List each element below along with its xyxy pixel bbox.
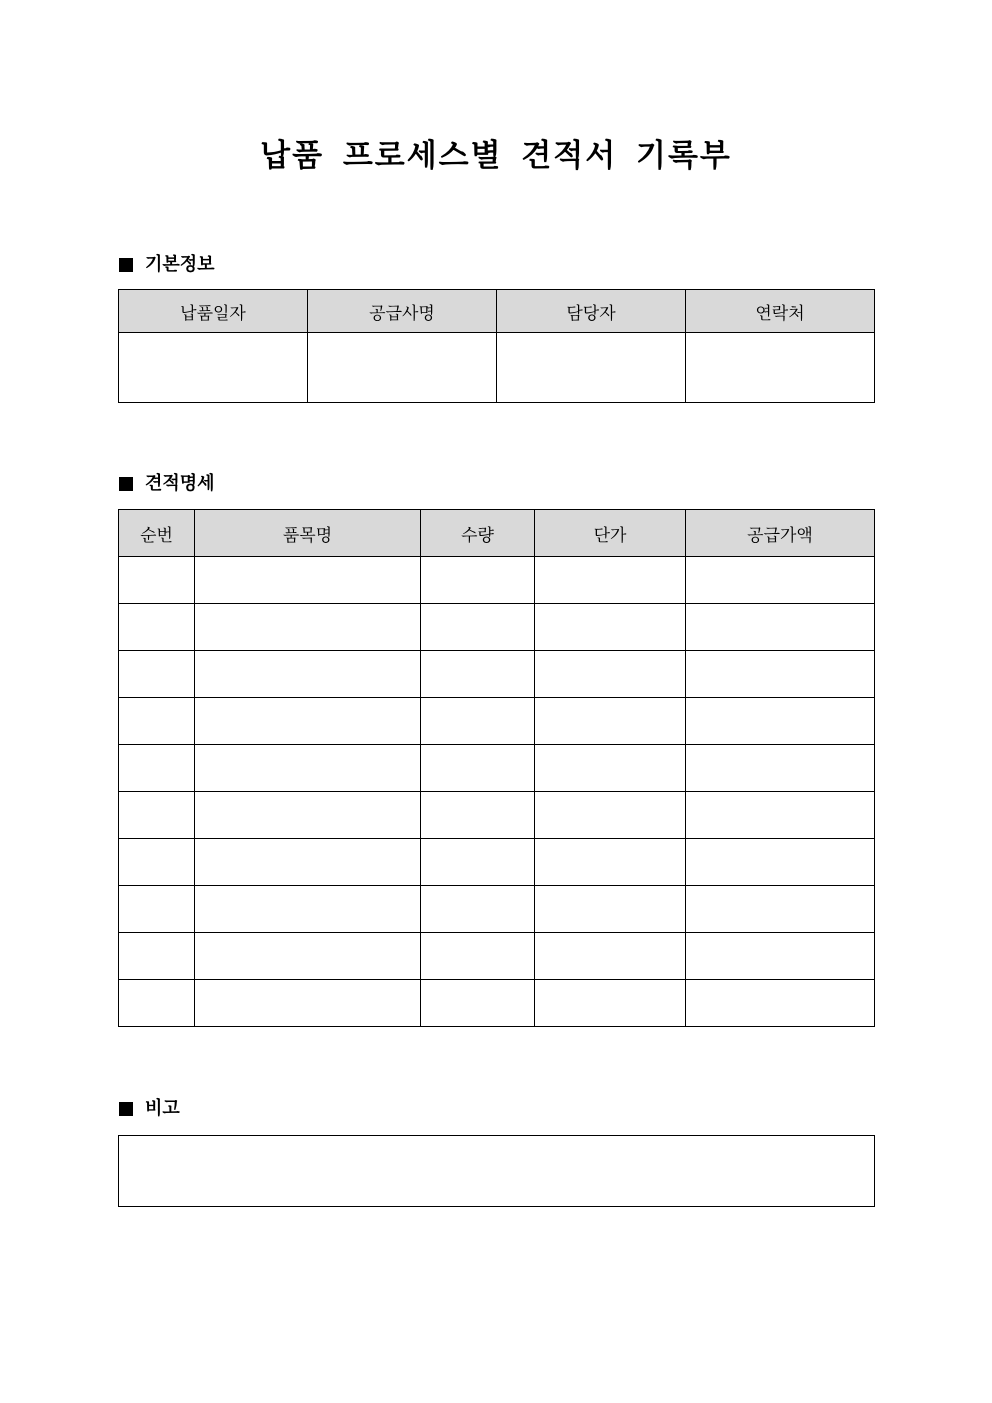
table-row [119,792,875,839]
basic-info-heading [119,253,215,277]
supply-amount-cell[interactable] [686,980,875,1027]
square-bullet-icon [119,1102,133,1116]
seq-cell[interactable] [119,839,195,886]
table-row [119,698,875,745]
seq-cell[interactable] [119,792,195,839]
table-row [119,839,875,886]
item-name-cell[interactable] [195,792,421,839]
item-name-cell[interactable] [195,839,421,886]
col-header-person-in-charge: 담당자 [497,290,686,333]
document-title: 납품 프로세스별 견적서 기록부 [260,138,732,174]
quantity-cell[interactable] [421,557,535,604]
unit-price-cell[interactable] [535,792,686,839]
item-name-cell[interactable] [195,698,421,745]
col-header-quantity: 수량 [421,510,535,557]
unit-price-cell[interactable] [535,745,686,792]
seq-cell[interactable] [119,698,195,745]
quantity-cell[interactable] [421,792,535,839]
basic-info-heading-label: 기본정보 [145,254,215,275]
table-row [119,980,875,1027]
quantity-cell[interactable] [421,980,535,1027]
unit-price-cell[interactable] [535,839,686,886]
table-row [119,745,875,792]
quantity-cell[interactable] [421,839,535,886]
supply-amount-cell[interactable] [686,886,875,933]
supply-amount-cell[interactable] [686,557,875,604]
delivery-date-field[interactable] [119,333,308,403]
supply-amount-cell[interactable] [686,745,875,792]
seq-cell[interactable] [119,933,195,980]
seq-cell[interactable] [119,557,195,604]
col-header-contact: 연락처 [686,290,875,333]
unit-price-cell[interactable] [535,557,686,604]
quote-detail-table [118,509,875,1027]
detail-heading-label: 견적명세 [145,473,215,494]
quantity-cell[interactable] [421,651,535,698]
supply-amount-cell[interactable] [686,839,875,886]
detail-header-row [119,510,875,557]
remarks-heading-label: 비고 [145,1098,180,1119]
quantity-cell[interactable] [421,604,535,651]
unit-price-cell[interactable] [535,698,686,745]
unit-price-cell[interactable] [535,933,686,980]
quantity-cell[interactable] [421,886,535,933]
quantity-cell[interactable] [421,933,535,980]
col-header-delivery-date: 납품일자 [119,290,308,333]
seq-cell[interactable] [119,604,195,651]
seq-cell[interactable] [119,651,195,698]
table-row [119,604,875,651]
seq-cell[interactable] [119,886,195,933]
supply-amount-cell[interactable] [686,698,875,745]
detail-heading [119,472,215,496]
basic-info-header-row [119,290,875,333]
person-in-charge-field[interactable] [497,333,686,403]
col-header-item-name: 품목명 [195,510,421,557]
unit-price-cell[interactable] [535,604,686,651]
col-header-unit-price: 단가 [535,510,686,557]
table-row [119,557,875,604]
col-header-seq: 순번 [119,510,195,557]
unit-price-cell[interactable] [535,886,686,933]
item-name-cell[interactable] [195,557,421,604]
quantity-cell[interactable] [421,698,535,745]
table-row [119,886,875,933]
supply-amount-cell[interactable] [686,604,875,651]
item-name-cell[interactable] [195,980,421,1027]
item-name-cell[interactable] [195,651,421,698]
quantity-cell[interactable] [421,745,535,792]
basic-info-value-row [119,333,875,403]
remarks-field[interactable] [118,1135,875,1207]
seq-cell[interactable] [119,980,195,1027]
basic-info-table [118,289,875,403]
table-row [119,651,875,698]
supply-amount-cell[interactable] [686,792,875,839]
item-name-cell[interactable] [195,745,421,792]
seq-cell[interactable] [119,745,195,792]
unit-price-cell[interactable] [535,651,686,698]
item-name-cell[interactable] [195,604,421,651]
col-header-supplier-name: 공급사명 [308,290,497,333]
square-bullet-icon [119,258,133,272]
unit-price-cell[interactable] [535,980,686,1027]
item-name-cell[interactable] [195,933,421,980]
supply-amount-cell[interactable] [686,933,875,980]
square-bullet-icon [119,477,133,491]
contact-field[interactable] [686,333,875,403]
table-row [119,933,875,980]
supplier-name-field[interactable] [308,333,497,403]
supply-amount-cell[interactable] [686,651,875,698]
item-name-cell[interactable] [195,886,421,933]
remarks-heading [119,1097,180,1121]
col-header-supply-amount: 공급가액 [686,510,875,557]
